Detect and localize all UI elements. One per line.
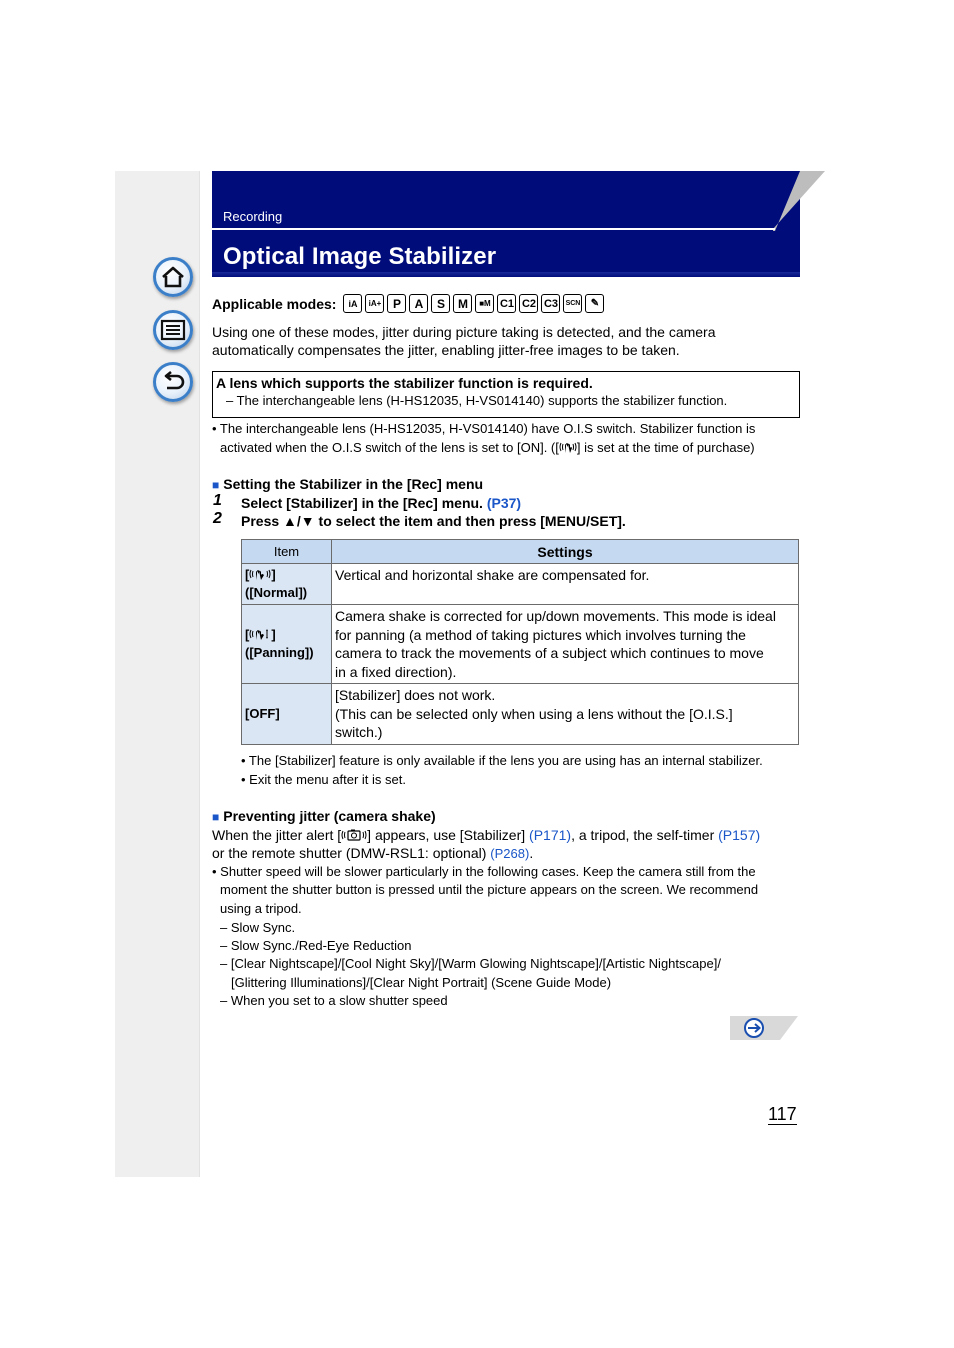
jitter-alert-icon <box>341 828 367 842</box>
jitter-line-1 <box>212 826 760 844</box>
mode-c3-icon: C3 <box>541 294 560 313</box>
off-line-3: switch.) <box>335 724 383 740</box>
home-icon <box>160 265 186 289</box>
self-timer-page-link[interactable]: (P157) <box>718 827 761 843</box>
jitter-bullet-line-3: using a tripod. <box>220 901 302 916</box>
back-icon <box>160 370 186 394</box>
normal-stabilizer-icon <box>249 567 271 581</box>
table-header-settings: Settings <box>332 540 799 564</box>
panning-line-3: camera to track the movements of a subject which continues to move <box>335 645 764 661</box>
step-1-page-link[interactable]: (P37) <box>486 495 522 511</box>
table-header-row <box>242 540 799 564</box>
header-rule <box>212 228 775 230</box>
mode-movie-m-icon: ■M <box>475 294 494 313</box>
mode-s-icon: S <box>431 294 450 313</box>
arrow-right-icon <box>745 1019 763 1037</box>
panning-line-2: for panning (a method of taking pictures which involves turning the <box>335 626 746 643</box>
jitter-bullet-line-1: • Shutter speed will be slower particularly in the following cases. Keep the camera still from the <box>212 864 756 879</box>
mode-p-icon: P <box>387 294 406 313</box>
mode-ia-icon: iA <box>343 294 362 313</box>
table-row <box>242 605 799 684</box>
home-button[interactable] <box>153 257 193 297</box>
table-header-item: Item <box>242 540 332 564</box>
intro-line-2: automatically compensates the jitter, enabling jitter-free images to be taken. <box>212 342 680 358</box>
list-item: [Glittering Illuminations]/[Clear Night Portrait] (Scene Guide Mode) <box>231 975 612 990</box>
off-line-1: [Stabilizer] does not work. <box>335 687 496 703</box>
ois-note-text-b: ] is set at the time of purchase) <box>576 440 755 455</box>
square-bullet-icon: ■ <box>212 810 220 824</box>
jitter-text-d: or the remote shutter (DMW-RSL1: optional) <box>212 845 487 861</box>
square-bullet-icon: ■ <box>212 478 220 492</box>
item-name-normal: ([Normal]) <box>245 585 308 600</box>
settings-table <box>241 539 799 745</box>
section-label: Recording <box>223 209 283 224</box>
remote-shutter-page-link[interactable]: (P268) <box>490 846 530 861</box>
ois-note-line-2 <box>220 438 755 457</box>
list-item: – [Clear Nightscape]/[Cool Night Sky]/[Warm Glowing Nightscape]/[Artistic Nightscape]/ <box>220 956 721 971</box>
notice-heading: A lens which supports the stabilizer function is required. <box>216 375 593 391</box>
page-title: Optical Image Stabilizer <box>223 243 497 270</box>
list-item: – Slow Sync./Red-Eye Reduction <box>220 938 412 953</box>
page-number: 117 <box>768 1104 797 1124</box>
table-row <box>242 564 799 605</box>
panning-stabilizer-icon <box>249 627 271 641</box>
list-item: – Slow Sync. <box>220 920 296 935</box>
panning-line-4: in a fixed direction). <box>335 663 457 680</box>
jitter-heading <box>212 807 436 826</box>
panning-line-1: Camera shake is corrected for up/down movements. This mode is ideal <box>335 608 776 624</box>
menu-list-icon <box>160 319 186 341</box>
jitter-text-a: When the jitter alert [ <box>212 827 342 843</box>
table-item-cell: [OFF] <box>242 684 332 745</box>
step-2-text: Press ▲/▼ to select the item and then press [MENU/SET]. <box>241 513 626 529</box>
bracket-close: ] <box>271 567 276 582</box>
table-row <box>242 684 799 745</box>
intro-line-1: Using one of these modes, jitter during picture taking is detected, and the camera <box>212 324 716 340</box>
mode-ia-plus-icon: iA+ <box>365 294 384 313</box>
mode-creative-icon: ✎ <box>585 294 604 313</box>
header-corner-decoration <box>773 171 825 231</box>
jitter-line-2 <box>212 844 533 863</box>
jitter-heading-text: Preventing jitter (camera shake) <box>223 808 436 824</box>
bracket-open: [ <box>245 567 250 582</box>
table-setting-cell <box>332 684 799 745</box>
table-item-cell <box>242 564 332 605</box>
bracket-close: ] <box>271 627 276 642</box>
item-name-panning: ([Panning]) <box>245 645 314 660</box>
jitter-text-e: . <box>529 845 534 861</box>
stabilizer-page-link[interactable]: (P171) <box>529 827 572 843</box>
mode-c2-icon: C2 <box>519 294 538 313</box>
ois-note-line-1: • The interchangeable lens (H-HS12035, H-VS014140) have O.I.S switch. Stabilizer function is <box>212 421 756 436</box>
table-note-1: • The [Stabilizer] feature is only available if the lens you are using has an internal stabilizer. <box>241 753 763 768</box>
step-2-number: 2 <box>213 510 222 527</box>
jitter-bullet-line-2: moment the shutter button is pressed until the picture appears on the screen. We recommend <box>220 882 759 897</box>
table-note-2: • Exit the menu after it is set. <box>241 772 406 787</box>
mode-a-icon: A <box>409 294 428 313</box>
setting-heading-text: Setting the Stabilizer in the [Rec] menu <box>223 476 484 492</box>
list-item: – When you set to a slow shutter speed <box>220 993 448 1008</box>
step-1-number: 1 <box>213 492 222 509</box>
table-setting-cell: Vertical and horizontal shake are compensated for. <box>332 564 799 605</box>
next-page-button[interactable] <box>730 1016 798 1040</box>
applicable-modes <box>212 294 607 313</box>
table-setting-cell <box>332 605 799 684</box>
off-line-2: (This can be selected only when using a lens without the [O.I.S.] <box>335 705 733 722</box>
step-1-text <box>241 494 521 512</box>
mode-c1-icon: C1 <box>497 294 516 313</box>
jitter-text-b: ] appears, use [Stabilizer] <box>367 827 526 843</box>
mode-scn-icon: SCN <box>563 294 582 313</box>
back-button[interactable] <box>153 362 193 402</box>
setting-heading <box>212 475 483 494</box>
modes-label: Applicable modes: <box>212 295 337 312</box>
jitter-text-c: , a tripod, the self-timer <box>571 827 715 843</box>
bracket-open: [ <box>245 627 250 642</box>
table-item-cell <box>242 605 332 684</box>
ois-note-text-a: activated when the O.I.S switch of the lens is set to [ON]. ([ <box>220 440 559 455</box>
contents-button[interactable] <box>153 310 193 350</box>
notice-detail: – The interchangeable lens (H-HS12035, H-VS014140) supports the stabilizer function. <box>226 393 728 408</box>
mode-m-icon: M <box>453 294 472 313</box>
title-underline <box>212 272 800 277</box>
step-1-label: Select [Stabilizer] in the [Rec] menu. <box>241 495 483 511</box>
stabilizer-icon <box>559 440 577 454</box>
